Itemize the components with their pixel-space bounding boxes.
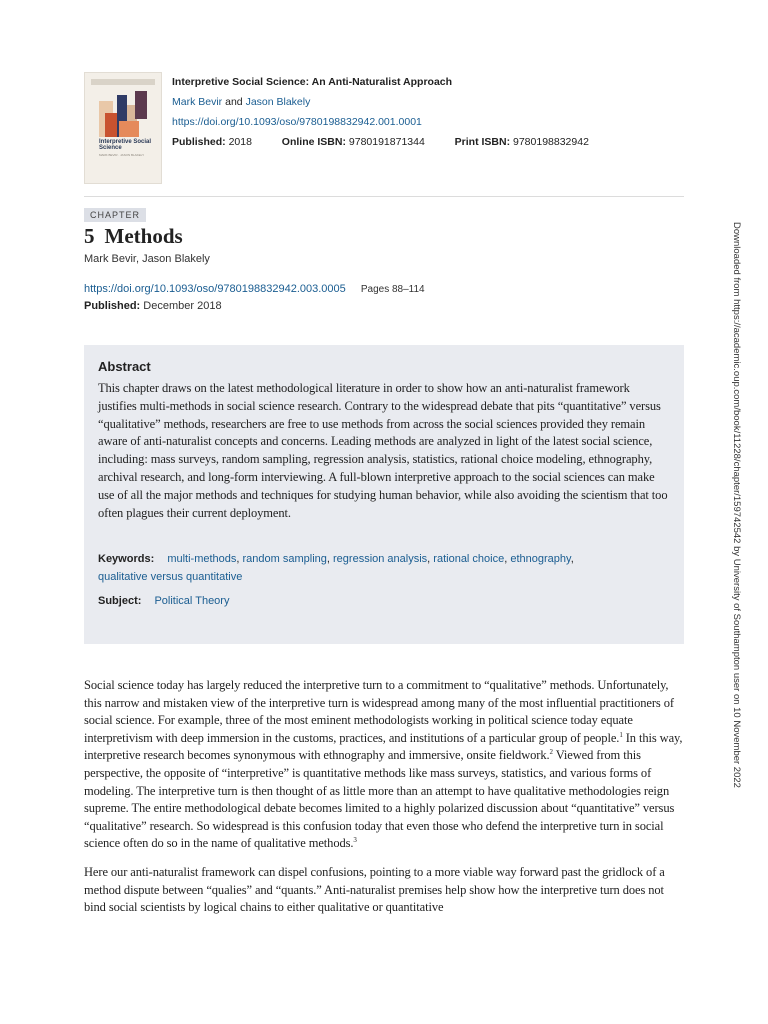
author-link-bevir[interactable]: Mark Bevir [172, 96, 223, 108]
body-paragraph [84, 677, 684, 853]
print-isbn-label: Print ISBN: [454, 136, 511, 148]
keyword-link[interactable]: regression analysis [333, 553, 428, 566]
subject-label: Subject: [98, 595, 142, 608]
chapter-published-label: Published: [84, 300, 141, 312]
download-watermark: Downloaded from https://academic.oup.com/book/11228/chapter/159742542 by University of Southampton user on 10 November 2022 [731, 222, 742, 788]
keywords-row: Keywords: multi-methods, random sampling, regression analysis, rational choice, ethnography, qualitative versus quantitative [98, 553, 574, 584]
book-doi-link[interactable]: https://doi.org/10.1093/oso/9780198832942.001.0001 [172, 116, 422, 128]
print-isbn-value: 9780198832942 [513, 136, 589, 148]
header-divider [84, 196, 684, 197]
chapter-published-value: December 2018 [143, 300, 222, 312]
footnote-ref[interactable]: 3 [353, 836, 357, 845]
keyword-link[interactable]: random sampling [242, 553, 327, 566]
cover-art [99, 91, 147, 137]
abstract-heading: Abstract [98, 359, 151, 374]
published-label: Published: [172, 136, 226, 148]
footnote-ref[interactable]: 1 [619, 730, 623, 739]
subject-row [98, 592, 670, 610]
book-info [172, 72, 589, 152]
keyword-link[interactable]: qualitative versus quantitative [98, 571, 243, 584]
cover-authors: MARK BEVIR · JASON BLAKELY [99, 153, 145, 157]
keyword-link[interactable]: multi-methods [167, 553, 237, 566]
keywords-label: Keywords: [98, 553, 155, 566]
subject-link[interactable]: Political Theory [154, 595, 230, 608]
chapter-title [84, 224, 183, 249]
book-cover-image[interactable] [84, 72, 162, 184]
keyword-link[interactable]: rational choice [433, 553, 505, 566]
abstract-text: This chapter draws on the latest methodological literature in order to show how an anti-naturalist framework justifies multi-methods in social science research. Contrary to the widespread debate that pits “quantitative” versus “qualitative” methods, researchers are free to use methods from across the social sciences provided they remain aware of anti-naturalist concepts and concerns. Leading methods are analyzed in light of the latest social science, including: mass surveys, random sampling, regression analysis, statistics, rational choice modeling, ethnography, archival research, and long-form interviewing. A full-blown interpretive approach to the social sciences can make use of all the major methods and techniques for studying human behavior, while also avoiding the scientism that too often plagues their current deployment. [98, 381, 668, 520]
keyword-link[interactable]: ethnography [510, 553, 571, 566]
online-isbn-label: Online ISBN: [281, 136, 346, 148]
body-text: Social science today has largely reduced the interpretive turn to a commitment to “qualitative” methods. Unfortunately, this narrow and mistaken view of the interpretive turn is widespread among many of the most influential practitioners of social science. For example, three of the most eminent methodologists working in political science today equate interpretivism with deep immersion in the customs, practices, and institutions of a particular group of people. [84, 678, 674, 745]
abstract-panel [84, 345, 684, 644]
book-title[interactable]: Interpretive Social Science: An Anti-Naturalist Approach [172, 76, 453, 88]
chapter-doi-link[interactable]: https://doi.org/10.1093/oso/9780198832942.003.0005 [84, 283, 346, 295]
body-paragraph: Here our anti-naturalist framework can dispel confusions, pointing to a more viable way forward past the gridlock of a method dispute between “qualies” and “quants.” Anti-naturalist premises help show how the interpretive turn does not bind social scientists by logical chains to either qualitative or quantitative [84, 864, 665, 915]
chapter-authors: Mark Bevir, Jason Blakely [84, 253, 210, 265]
chapter-pages: Pages 88–114 [360, 284, 425, 295]
chapter-number: 5 [84, 224, 95, 248]
chapter-title-text: Methods [104, 224, 183, 248]
chapter-badge: CHAPTER [84, 208, 146, 222]
book-header [84, 72, 684, 184]
chapter-doi-row [84, 283, 425, 295]
book-authors [172, 92, 589, 112]
online-isbn-value: 9780191871344 [348, 136, 425, 148]
author-link-blakely[interactable]: Jason Blakely [245, 96, 311, 108]
footnote-ref[interactable]: 2 [549, 748, 553, 757]
body-text: In this way, interpretive research becomes synonymous with ethnography and immersive, onsite fieldwork. [84, 730, 683, 763]
chapter-body [84, 677, 684, 928]
author-conjunction: and [225, 96, 243, 108]
book-meta-row [172, 132, 589, 152]
body-text: Viewed from this perspective, the opposite of “interpretive” is quantitative methods like mass surveys, statistics, and various forms of modeling. The interpretive turn is then thought of as little more than an attempt to have qualitative methodologies reign supreme. The entire methodological debate becomes limited to a highly polarized discussion about “quantitative” versus “qualitative” research. So widespread is this confusion today that even those who defend the interpretive turn in social science often do so in the name of qualitative methods. [84, 748, 675, 851]
cover-title: Interpretive Social Science [99, 139, 152, 151]
chapter-published [84, 300, 222, 312]
published-value: 2018 [228, 136, 252, 148]
cover-stripe [91, 79, 155, 85]
